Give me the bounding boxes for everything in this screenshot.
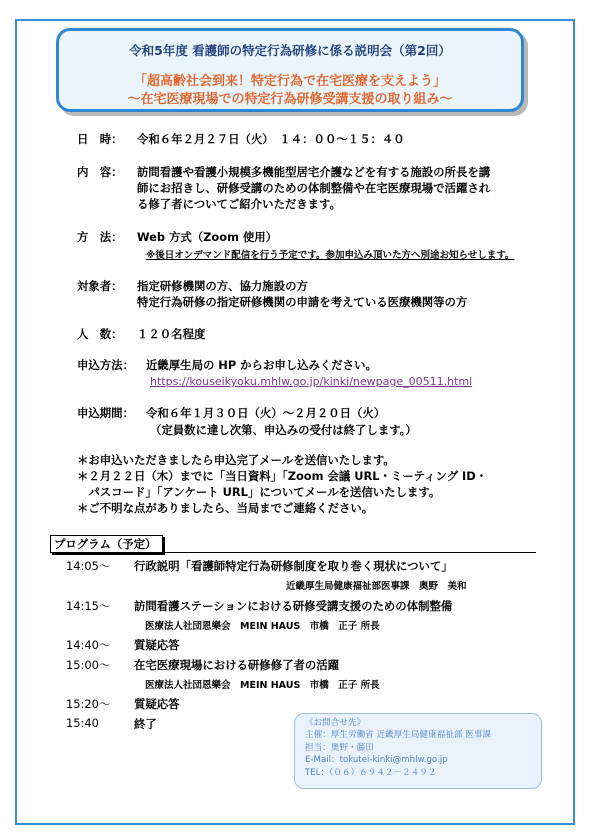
target-label: 対象者：: [77, 279, 123, 293]
program-desc: 行政説明「看護師特定行為研修制度を取り巻く現状について」: [134, 559, 453, 573]
program-desc: 終了: [134, 717, 157, 731]
date-value: 令和６年２月２７日（火） １４：００～１５：４０: [137, 132, 405, 146]
notice-item: パスコード」「アンケート URL」についてメールを送信いたします。: [77, 485, 441, 499]
notice-item: ＊２月２２日（木）までに「当日資料」「Zoom 会議 URL・ミーティング ID・: [77, 469, 488, 483]
program-desc: 質疑応答: [134, 697, 180, 711]
apply-value: 近畿厚生局の HP からお申し込みください。: [146, 358, 377, 372]
target-line: 指定研修機関の方、協力施設の方: [137, 279, 308, 293]
program-title: プログラム（予定）: [50, 535, 163, 553]
program-time: 14:15～: [66, 599, 111, 613]
program-time: 15:20～: [66, 697, 111, 711]
content-line: 訪問看護や看護小規模多機能型居宅介護などを有する施設の所長を講: [137, 165, 491, 179]
program-divider: [50, 552, 536, 553]
contact-organizer: 主催：厚生労働省 近畿厚生局健康福祉部 医事課: [305, 730, 491, 741]
event-title: 令和5年度 看護師の特定行為研修に係る説明会（第2回）: [129, 43, 451, 58]
target-line: 特定行為研修の指定研修機関の申請を考えている医療機関等の方: [137, 295, 468, 309]
contact-phone: TEL：（０６）６９４２－２４９２: [305, 767, 437, 778]
date-label: 日 時：: [77, 132, 123, 146]
program-presenter: 医療法人社団恩樂会 MEIN HAUS 市橋 正子 所長: [145, 621, 380, 632]
method-label: 方 法：: [77, 230, 123, 244]
program-presenter: 近畿厚生局健康福祉部医事課 奥野 美和: [286, 581, 467, 592]
apply-label: 申込方法：: [77, 358, 134, 372]
program-time: 14:40～: [66, 638, 111, 652]
content-line: 師にお招きし、研修受講のための体制整備や在宅医療現場で活躍され: [137, 181, 491, 195]
program-desc: 訪問看護ステーションにおける研修受講支援のための体制整備: [134, 599, 453, 613]
period-label: 申込期間：: [77, 406, 134, 420]
program-time: 14:05～: [66, 559, 111, 573]
method-value: Web 方式（Zoom 使用）: [137, 230, 278, 244]
program-time: 15:00～: [66, 658, 111, 672]
program-desc: 質疑応答: [134, 638, 180, 652]
contact-heading: 《お問合せ先》: [305, 718, 366, 728]
apply-url-link[interactable]: https://kouseikyoku.mhlw.go.jp/kinki/newpage_00511.html: [150, 375, 473, 388]
notice-item: ＊お申込いただきましたら申込完了メールを送信いたします。: [77, 453, 395, 467]
method-note: ※後日オンデマンド配信を行う予定です。参加申込み頂いた方へ別途お知らせします。: [146, 250, 515, 261]
period-value: 令和６年１月３０日（火）～２月２０日（火）: [146, 406, 386, 420]
contact-box: [294, 713, 542, 789]
program-time: 15:40: [66, 716, 99, 730]
program-desc: 在宅医療現場における研修修了者の活躍: [134, 658, 340, 672]
event-subtitle-1: 「超高齢社会到来！特定行為で在宅医療を支えよう」: [133, 74, 446, 89]
content-label: 内 容：: [77, 165, 123, 179]
capacity-label: 人 数：: [77, 327, 123, 341]
event-subtitle-2: ～在宅医療現場での特定行為研修受講支援の取り組み～: [127, 92, 453, 107]
contact-email: E-Mail：tokutei-kinki@mhlw.go.jp: [305, 755, 448, 766]
period-note: （定員数に達し次第、申込みの受付は終了します。）: [150, 423, 417, 437]
title-box: [56, 28, 524, 112]
program-presenter: 医療法人社団恩樂会 MEIN HAUS 市橋 正子 所長: [145, 680, 380, 691]
notice-item: ＊ご不明な点がありましたら、当局までご連絡ください。: [77, 501, 374, 515]
capacity-value: １２０名程度: [137, 327, 206, 341]
content-line: る修了者についてご紹介いただきます。: [137, 197, 341, 211]
contact-person: 担当：奥野・藤田: [305, 742, 374, 753]
